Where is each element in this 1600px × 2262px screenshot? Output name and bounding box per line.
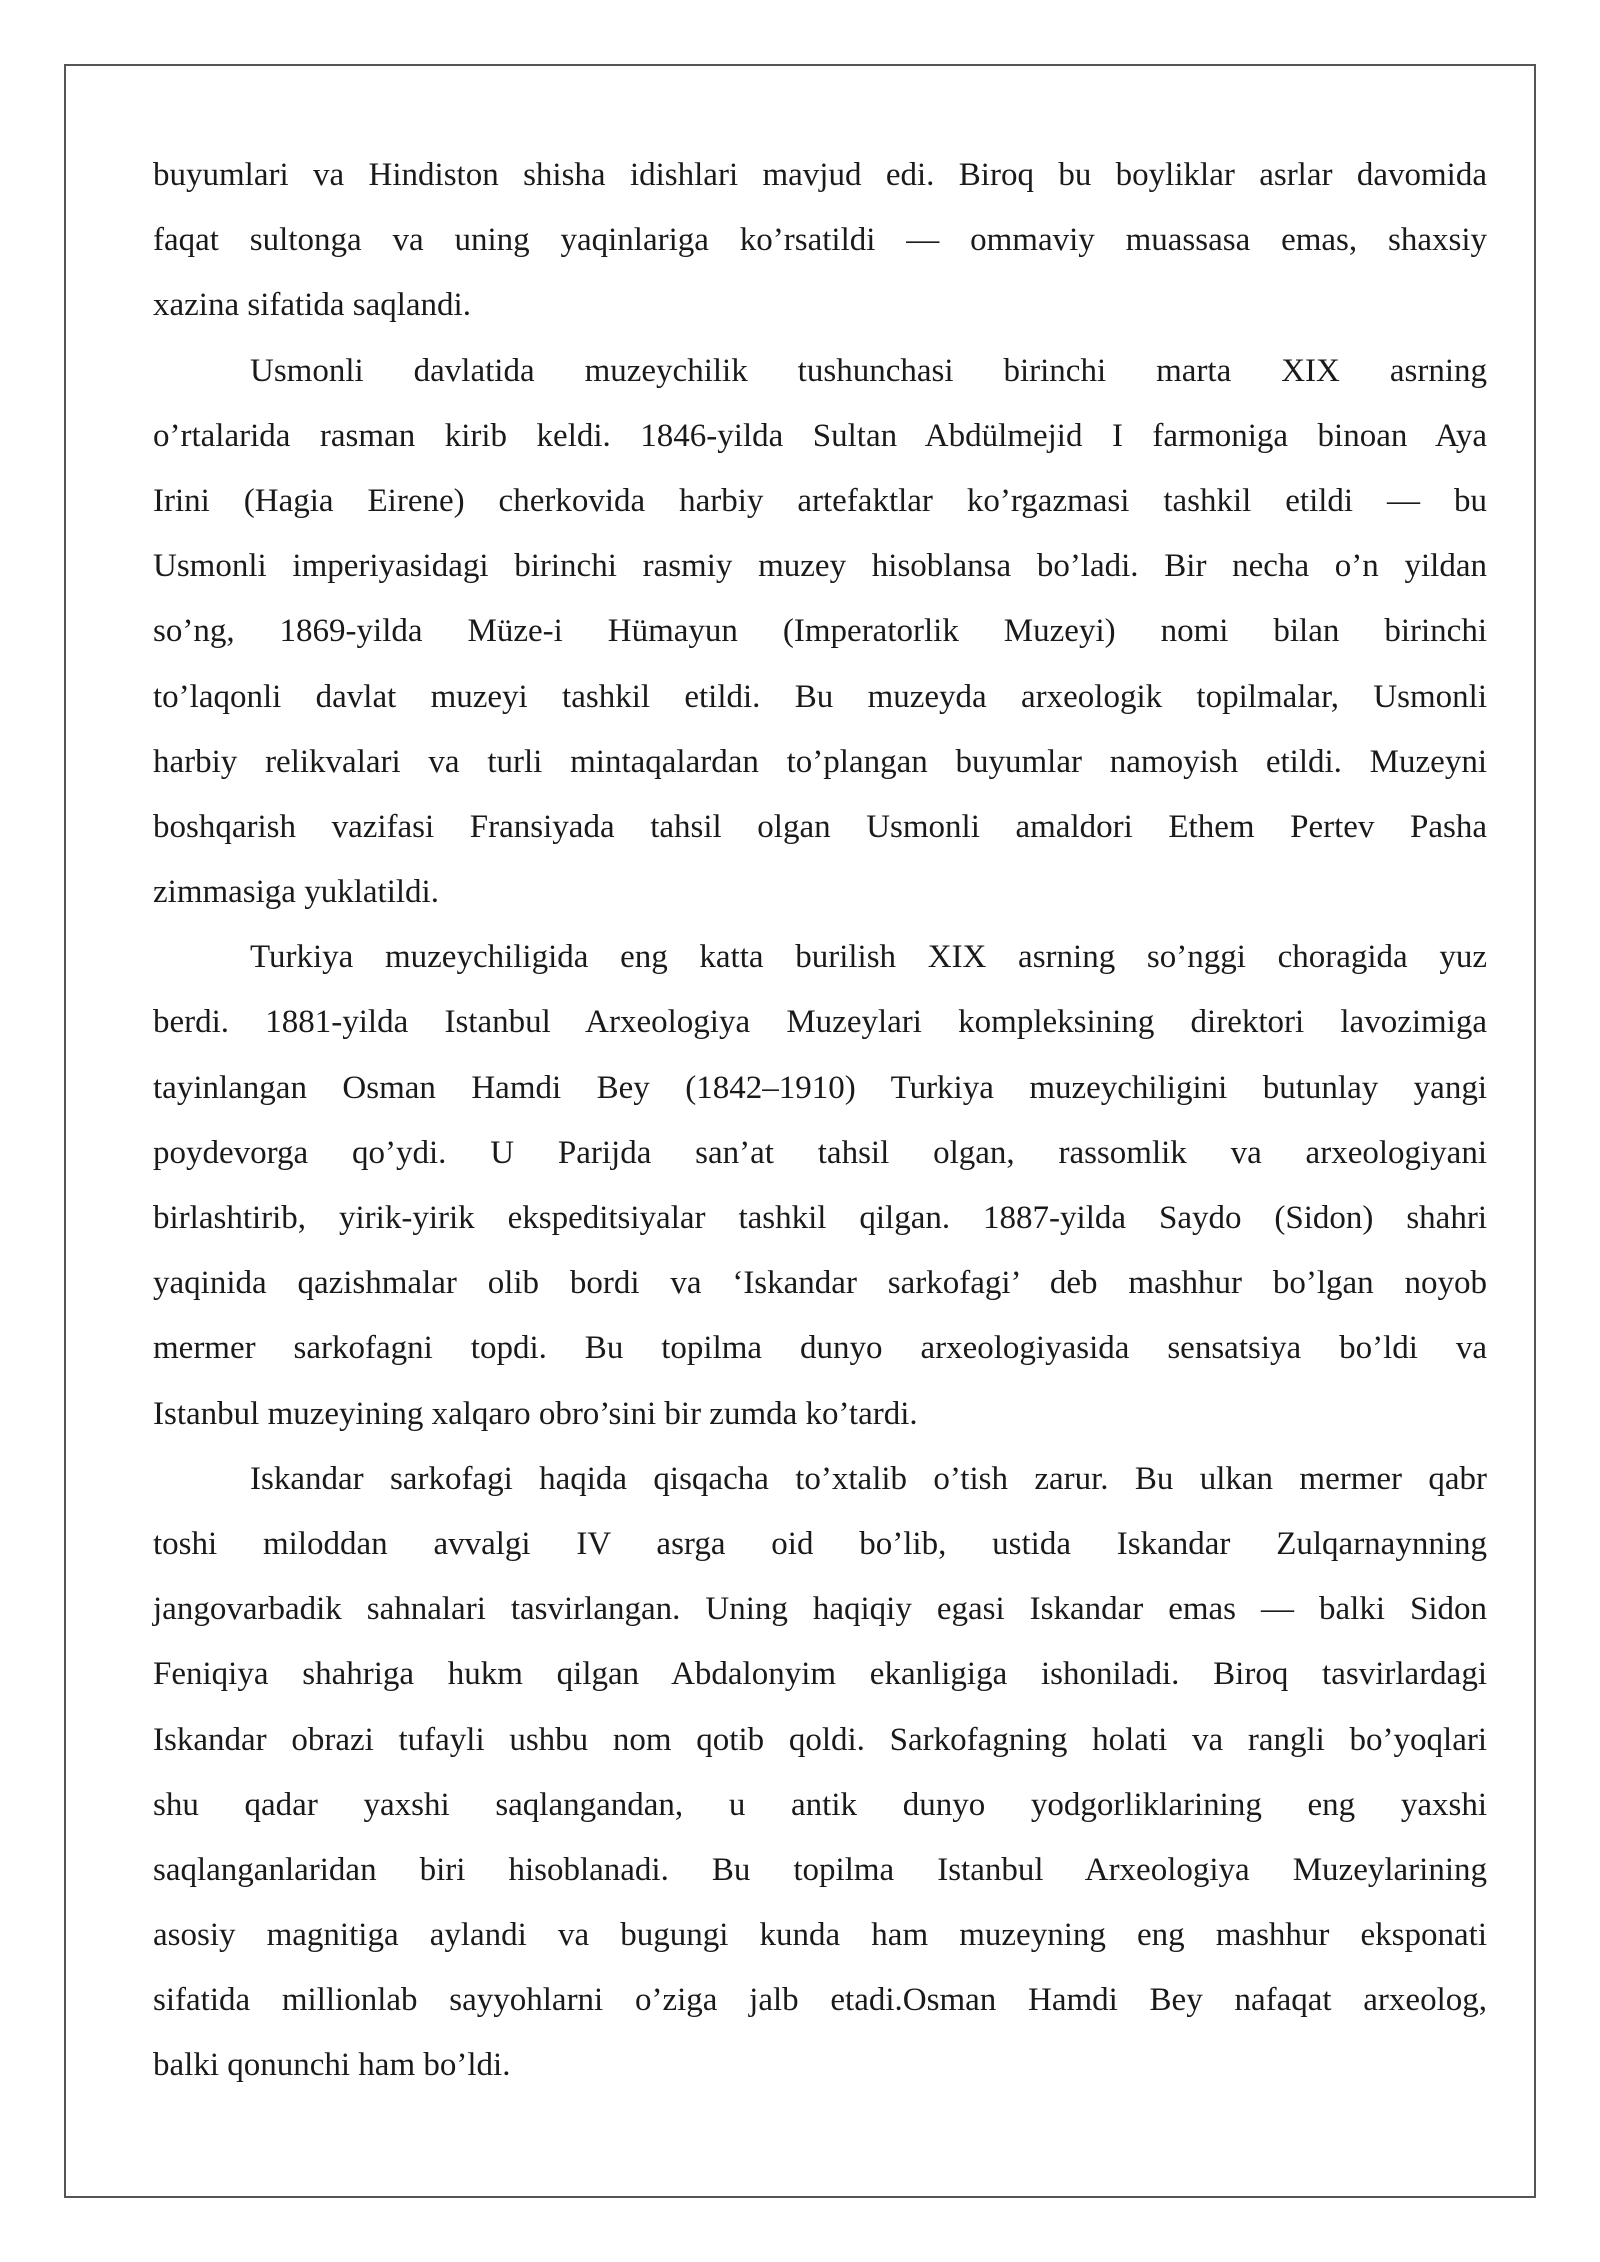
text-line: mermer sarkofagni topdi. Bu topilma dunyo arxeologiyasida sensatsiya bo’ldi va <box>153 1330 1487 1367</box>
text-line: Iskandar sarkofagi haqida qisqacha to’xtalib o’tish zarur. Bu ulkan mermer qabr <box>250 1460 1487 1497</box>
text-line: sifatida millionlab sayyohlarni o’ziga jalb etadi.Osman Hamdi Bey nafaqat arxeolog, <box>153 1982 1487 2019</box>
paragraph-alexander-sarcophagus <box>153 1452 1487 2104</box>
text-line: zimmasiga yuklatildi. <box>153 874 439 911</box>
text-line: yaqinida qazishmalar olib bordi va ‘Iskandar sarkofagi’ deb mashhur bo’lgan noyob <box>153 1265 1487 1302</box>
text-line: jangovarbadik sahnalari tasvirlangan. Uning haqiqiy egasi Iskandar emas — balki Sidon <box>153 1591 1487 1628</box>
text-line: buyumlari va Hindiston shisha idishlari mavjud edi. Biroq bu boyliklar asrlar davomida <box>153 157 1487 193</box>
paragraph-ottoman-treasury <box>153 148 1487 344</box>
text-line: poydevorga qo’ydi. U Parijda san’at tahsil olgan, rassomlik va arxeologiyani <box>153 1134 1487 1171</box>
text-line: asosiy magnitiga aylandi va bugungi kunda ham muzeyning eng mashhur eksponati <box>153 1917 1487 1954</box>
text-line: saqlanganlaridan biri hisoblanadi. Bu topilma Istanbul Arxeologiya Muzeylarining <box>153 1851 1487 1888</box>
text-line: Usmonli davlatida muzeychilik tushunchasi birinchi marta XIX asrning <box>250 352 1487 389</box>
text-line: xazina sifatida saqlandi. <box>153 287 471 324</box>
text-line: berdi. 1881-yilda Istanbul Arxeologiya Muzeylari kompleksining direktori lavozimiga <box>153 1004 1487 1041</box>
text-line: faqat sultonga va uning yaqinlariga ko’rsatildi — ommaviy muassasa emas, shaxsiy <box>153 222 1487 259</box>
text-line: harbiy relikvalari va turli mintaqalardan to’plangan buyumlar namoyish etildi. Muzeyni <box>153 743 1487 780</box>
text-line: Istanbul muzeyining xalqaro obro’sini bir zumda ko’tardi. <box>153 1395 918 1432</box>
text-line: Feniqiya shahriga hukm qilgan Abdalonyim ekanligiga ishoniladi. Biroq tasvirlardagi <box>153 1656 1487 1693</box>
text-line: Irini (Hagia Eirene) cherkovida harbiy artefaktlar ko’rgazmasi tashkil etildi — bu <box>153 482 1487 519</box>
text-line: boshqarish vazifasi Fransiyada tahsil olgan Usmonli amaldori Ethem Pertev Pasha <box>153 808 1487 845</box>
text-line: birlashtirib, yirik-yirik ekspeditsiyalar tashkil qilgan. 1887-yilda Saydo (Sidon) shahri <box>153 1200 1487 1236</box>
text-line: balki qonunchi ham bo’ldi. <box>153 2047 511 2084</box>
text-line: o’rtalarida rasman kirib keldi. 1846-yilda Sultan Abdülmejid I farmoniga binoan Aya <box>153 417 1487 454</box>
text-line: Iskandar obrazi tufayli ushbu nom qotib qoldi. Sarkofagning holati va rangli bo’yoqlari <box>153 1721 1487 1758</box>
paragraph-first-museums <box>153 344 1487 931</box>
text-line: Usmonli imperiyasidagi birinchi rasmiy muzey hisoblansa bo’ladi. Bir necha o’n yildan <box>153 548 1487 585</box>
paragraph-osman-hamdi-bey <box>153 930 1487 1452</box>
text-line: shu qadar yaxshi saqlangandan, u antik dunyo yodgorliklarining eng yaxshi <box>153 1786 1487 1823</box>
document-body <box>153 148 1487 2104</box>
text-line: toshi miloddan avvalgi IV asrga oid bo’lib, ustida Iskandar Zulqarnaynning <box>153 1525 1487 1562</box>
text-line: tayinlangan Osman Hamdi Bey (1842–1910) Turkiya muzeychiligini butunlay yangi <box>153 1069 1487 1106</box>
text-line: so’ng, 1869-yilda Müze-i Hümayun (Imperatorlik Muzeyi) nomi bilan birinchi <box>153 613 1487 650</box>
text-line: to’laqonli davlat muzeyi tashkil etildi. Bu muzeyda arxeologik topilmalar, Usmonli <box>153 678 1487 715</box>
text-line: Turkiya muzeychiligida eng katta burilish XIX asrning so’nggi choragida yuz <box>250 939 1487 976</box>
